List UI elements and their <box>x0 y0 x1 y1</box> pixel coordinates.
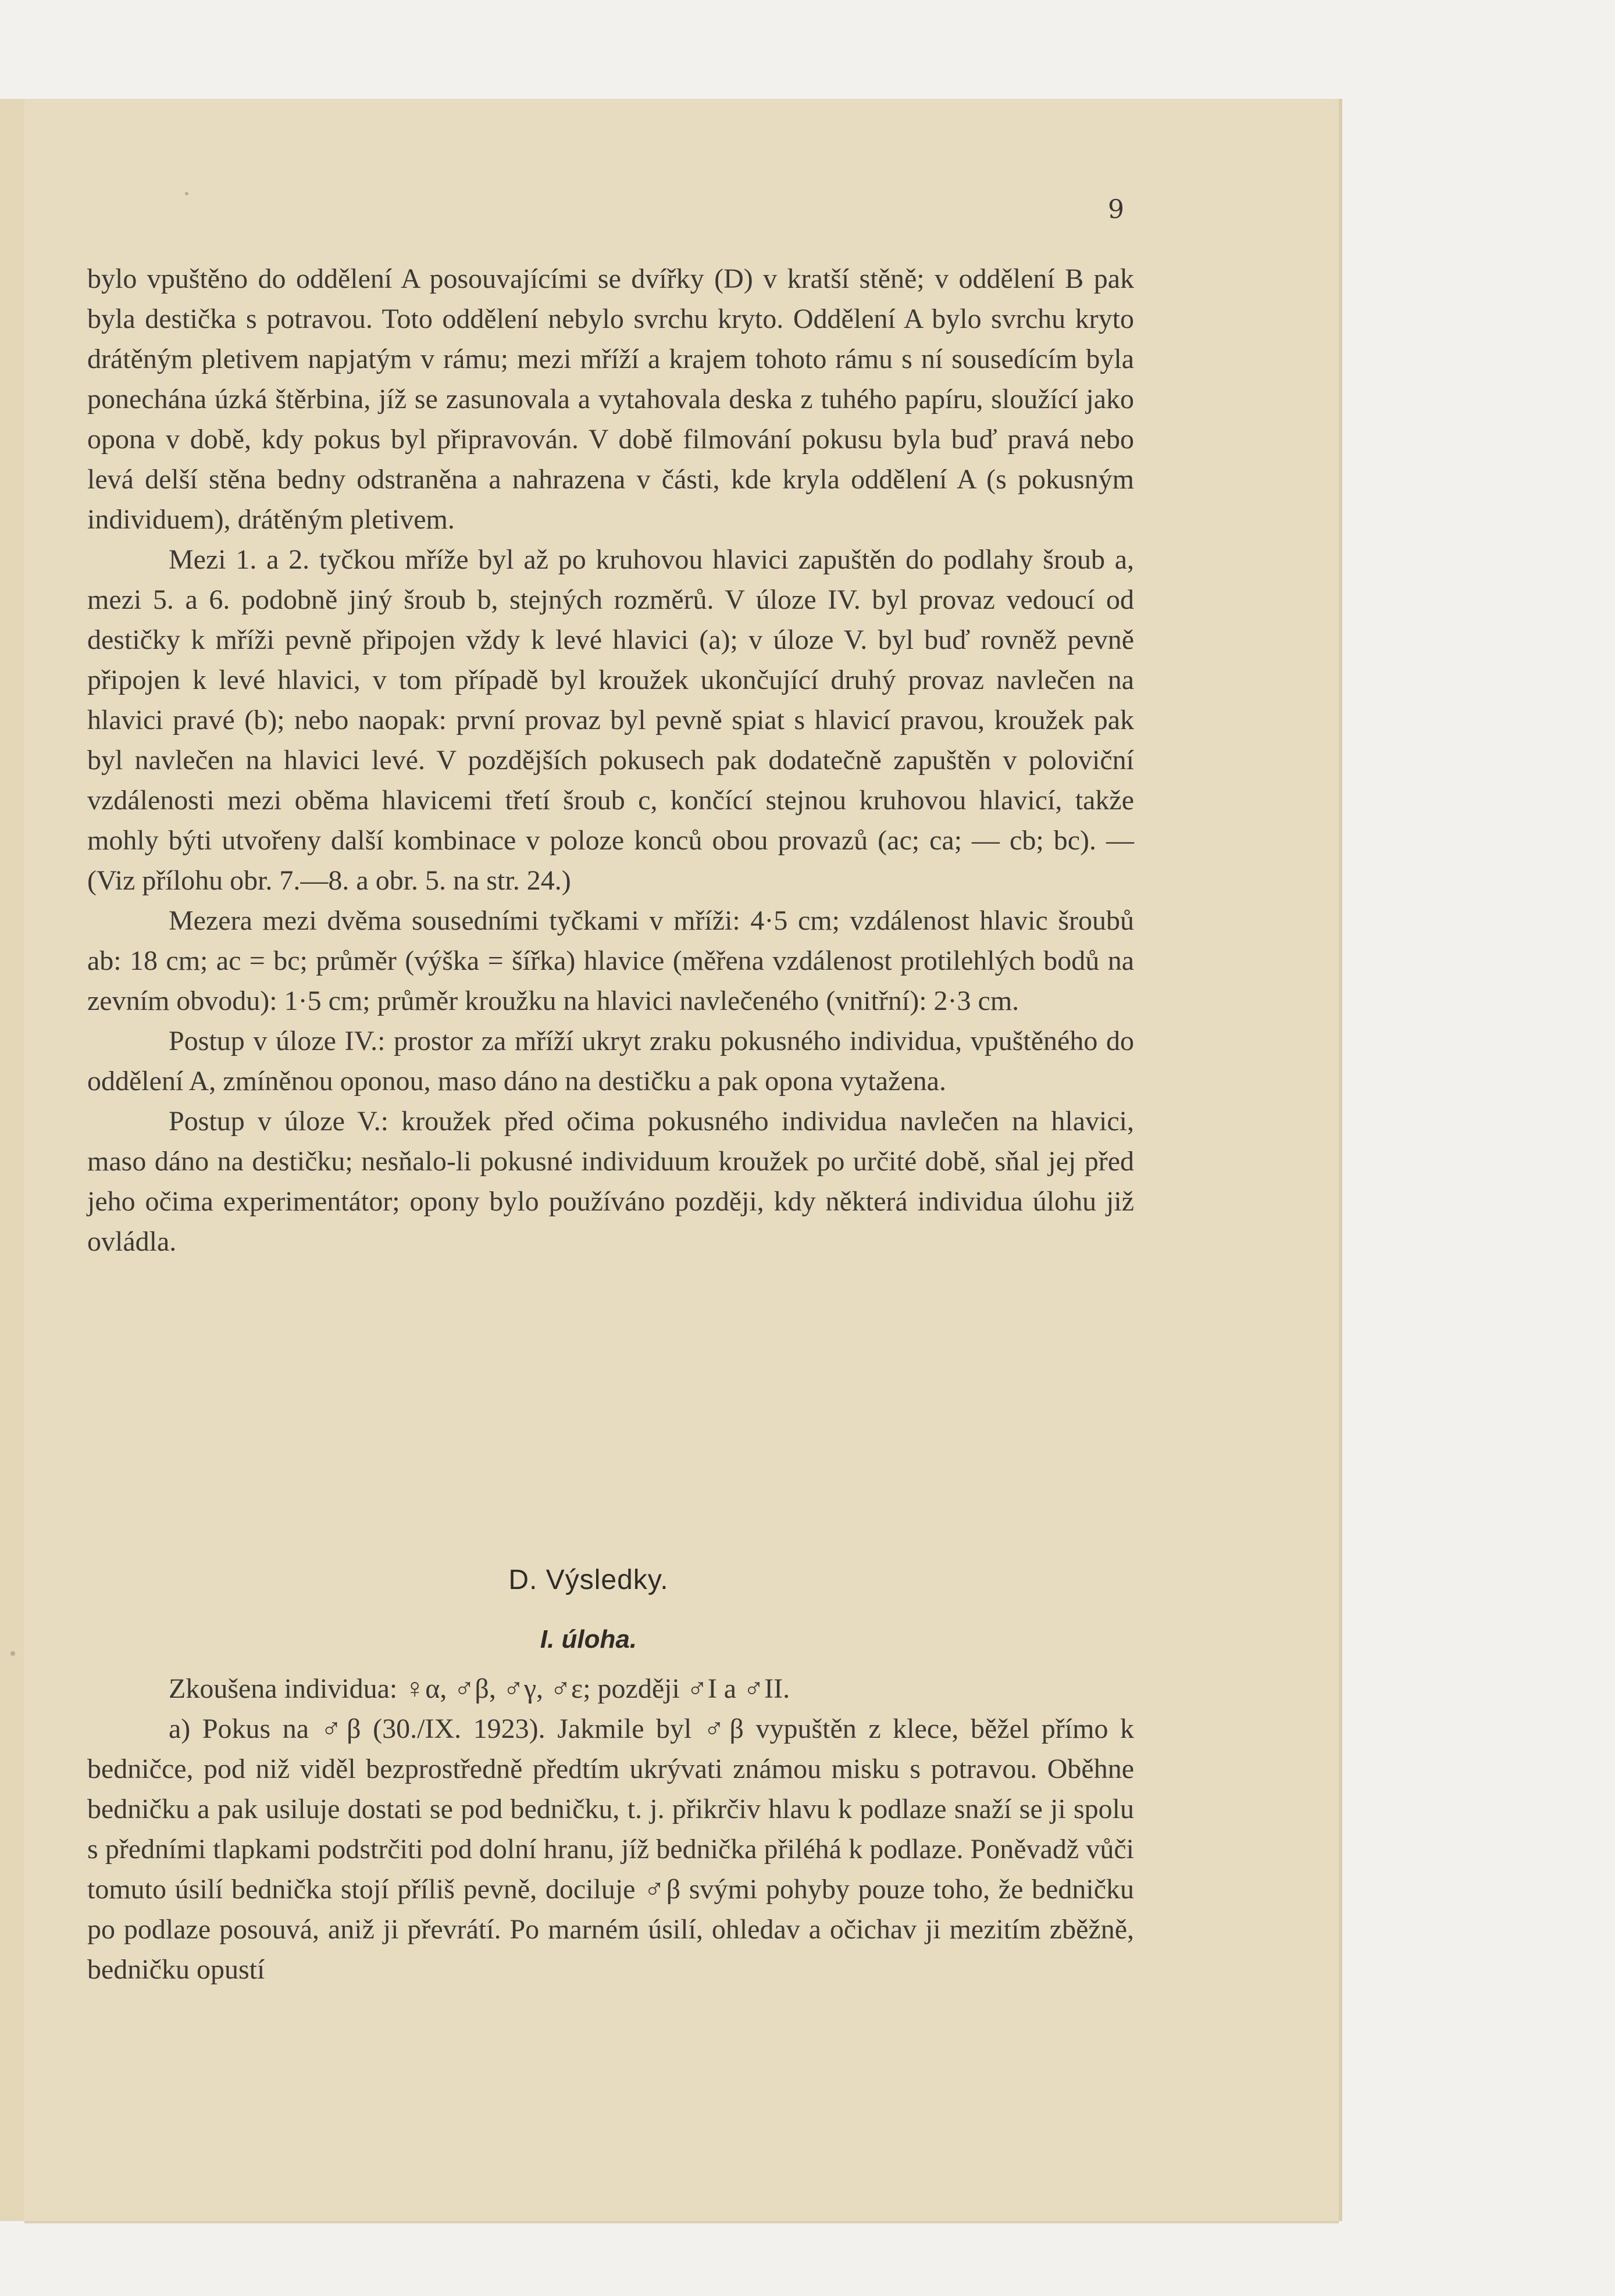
previous-page-edge <box>0 99 26 2221</box>
paragraph: Postup v úloze V.: kroužek před očima pokusného individua navlečen na hlavici, maso dáno na destičku; nesňalo-li pokusné individuum kroužek po určité době, sňal jej před jeho očima experimentátor; opony bylo používáno později, kdy některá individua úlohu již ovládla. <box>87 1106 1134 1257</box>
results-text <box>87 1669 1134 1990</box>
paragraph: Mezera mezi dvěma sousedními tyčkami v mříži: 4·5 cm; vzdálenost hlavic šroubů ab: 18 cm; ac = bc; průměr (výška = šířka) hlavice (měřena vzdálenost protilehlých bodů na zevním obvodu): 1·5 cm; průměr kroužku na hlavici navlečeného (vnitřní): 2·3 cm. <box>87 905 1134 1016</box>
paragraph: a) Pokus na ♂β (30./IX. 1923). Jakmile byl ♂β vypuštěn z klece, běžel přímo k bedničce, pod niž viděl bezprostředně předtím ukrývati známou misku s potravou. Oběhne bedničku a pak usiluje dostati se pod bedničku, t. j. přikrčiv hlavu k podlaze snaží se ji spolu s předními tlapkami podstrčiti pod dolní hranu, jíž bednička přiléhá k podlaze. Poněvadž vůči tomuto úsilí bednička stojí příliš pevně, dociluje ♂β svými pohyby pouze toho, že bedničku po podlaze posouvá, aniž ji převrátí. Po marném úsilí, ohledav a očichav ji mezitím zběžně, bedničku opustí <box>87 1713 1134 1985</box>
paragraph: Postup v úloze IV.: prostor za mříží ukryt zraku pokusného individua, vpuštěného do oddělení A, zmíněnou oponou, maso dáno na destičku a pak opona vytažena. <box>87 1026 1134 1097</box>
paragraph: Mezi 1. a 2. tyčkou mříže byl až po kruhovou hlavici zapuštěn do podlahy šroub a, mezi 5. a 6. podobně jiný šroub b, stejných rozměrů. V úloze IV. byl provaz vedoucí od destičky k mříži pevně připojen vždy k levé hlavici (a); v úloze V. byl buď rovněž pevně připojen k levé hlavici, v tom případě byl kroužek ukončující druhý provaz navlečen na hlavici pravé (b); nebo naopak: první provaz byl pevně spiat s hlavicí pravou, kroužek pak byl navlečen na hlavici levé. V pozdějších pokusech pak dodatečně zapuštěn v poloviční vzdálenosti mezi oběma hlavicemi třetí šroub c, končící stejnou kruhovou hlavicí, takže mohly býti utvořeny další kombinace v poloze konců obou provazů (ac; ca; — cb; bc). — (Viz přílohu obr. 7.—8. a obr. 5. na str. 24.) <box>87 544 1134 896</box>
page-number: 9 <box>1108 195 1124 224</box>
body-text <box>87 259 1134 1262</box>
paper-speck <box>185 192 188 195</box>
paragraph: Zkoušena individua: ♀α, ♂β, ♂γ, ♂ε; později ♂I a ♂II. <box>169 1673 790 1704</box>
sub-heading: I. úloha. <box>540 1625 637 1654</box>
paragraph: bylo vpuštěno do oddělení A posouvajícími se dvířky (D) v kratší stěně; v oddělení B pak byla destička s potravou. Toto oddělení nebylo svrchu kryto. Oddělení A bylo svrchu kryto drátěným pletivem napjatým v rámu; mezi mříží a krajem tohoto rámu s ní sousedícím byla ponechána úzká štěrbina, jíž se zasunovala a vytahovala deska z tuhého papíru, sloužící jako opona v době, kdy pokus byl připravován. V době filmování pokusu byla buď pravá nebo levá delší stěna bedny odstraněna a nahrazena v části, kde kryla oddělení A (s pokusným individuem), drátěným pletivem. <box>87 263 1134 535</box>
section-heading: D. Výsledky. <box>508 1565 669 1595</box>
